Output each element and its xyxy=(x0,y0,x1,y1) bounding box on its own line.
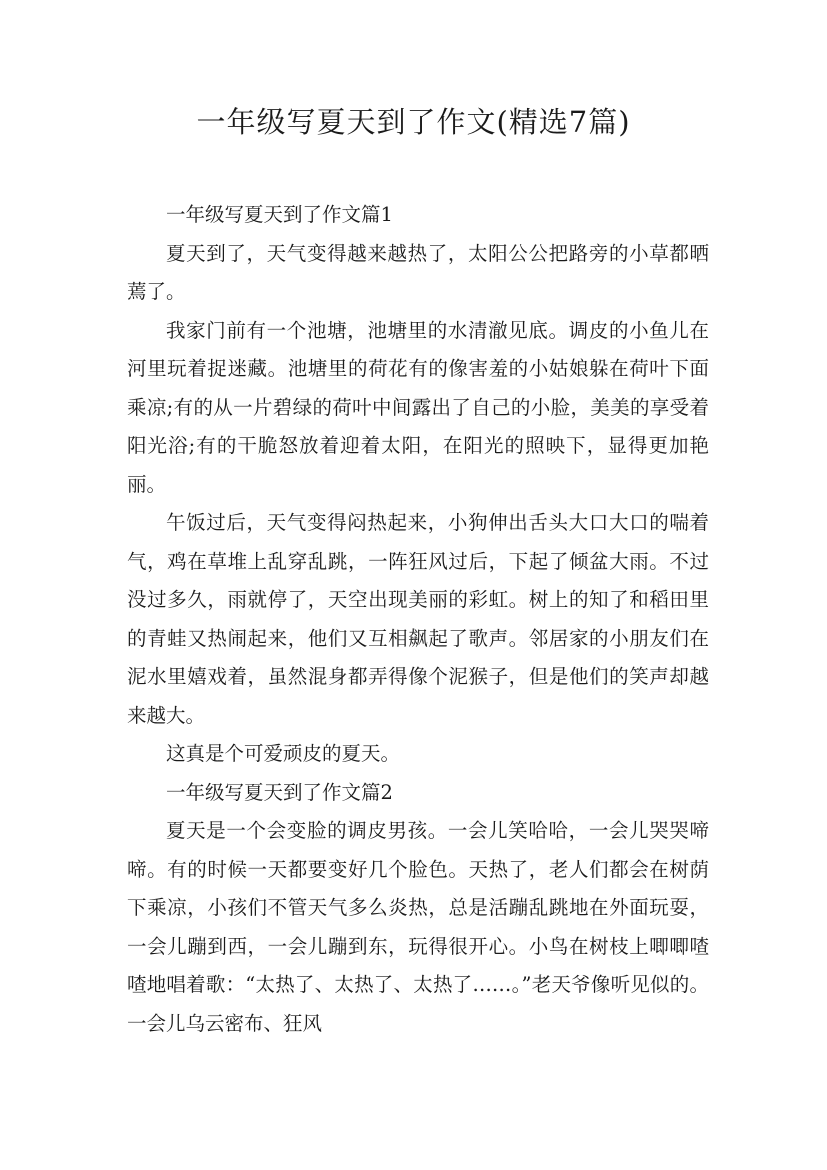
paragraph: 午饭过后，天气变得闷热起来，小狗伸出舌头大口大口的喘着气，鸡在草堆上乱穿乱跳，一阵狂风过后，下起了倾盆大雨。不过没过多久，雨就停了，天空出现美丽的彩虹。树上的知了和稻田里的青蛙又热闹起来，他们又互相飙起了歌声。邻居家的小朋友们在泥水里嬉戏着，虽然混身都弄得像个泥猴子，但是他们的笑声却越来越大。 xyxy=(127,511,709,727)
paragraph: 这真是个可爱顽皮的夏天。 xyxy=(166,742,401,765)
paragraph: 我家门前有一个池塘，池塘里的水清澈见底。调皮的小鱼儿在河里玩着捉迷藏。池塘里的荷花有的像害羞的小姑娘躲在荷叶下面乘凉;有的从一片碧绿的荷叶中间露出了自己的小脸，美美的享受着阳光浴;有的干脆怒放着迎着太阳，在阳光的照映下，显得更加艳丽。 xyxy=(127,318,709,496)
section-heading-1: 一年级写夏天到了作文篇1 xyxy=(166,203,393,226)
paragraph: 夏天到了，天气变得越来越热了，太阳公公把路旁的小草都晒蔫了。 xyxy=(127,241,709,303)
paragraph: 夏天是一个会变脸的调皮男孩。一会儿笑哈哈，一会儿哭哭啼啼。有的时候一天都要变好几个脸色。天热了，老人们都会在树荫下乘凉，小孩们不管天气多么炎热，总是活蹦乱跳地在外面玩耍，一会儿蹦到西，一会儿蹦到东，玩得很开心。小鸟在树枝上唧唧喳喳地唱着歌：“太热了、太热了、太热了……。”老天爷像听见似的。一会儿乌云密布、狂风 xyxy=(127,819,709,1035)
document-body xyxy=(127,196,709,1043)
document-title: 一年级写夏天到了作文(精选7篇) xyxy=(196,105,631,139)
section-heading-2: 一年级写夏天到了作文篇2 xyxy=(166,780,393,804)
